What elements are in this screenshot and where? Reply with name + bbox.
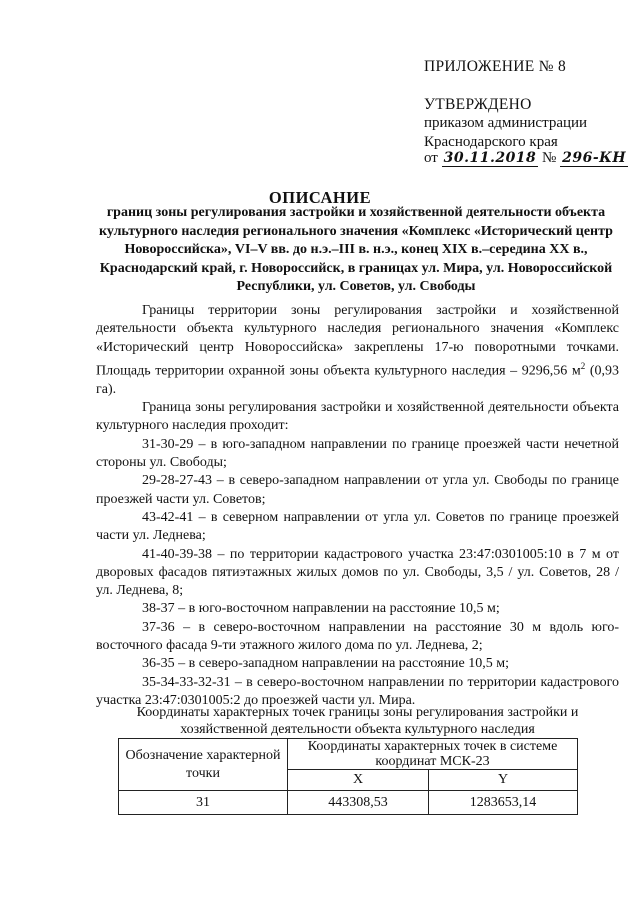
x-column-header: X: [288, 770, 429, 791]
boundary-item: 43-42-41 – в северном направлении от угла ул. Советов по границе проезжей части ул. Леднева;: [96, 509, 619, 544]
approval-block: [424, 95, 587, 152]
area-unit-superscript: 2: [580, 360, 586, 371]
boundary-item: 31-30-29 – в юго-западном направлении по границе проезжей части нечетной стороны ул. Свободы;: [96, 436, 619, 471]
table-caption: Координаты характерных точек границы зоны регулирования застройки и хозяйственной деятельности объекта культурного наследия: [136, 705, 579, 737]
table-header-row: [119, 739, 578, 770]
y-column-header: Y: [429, 770, 578, 791]
coordinates-table: [118, 738, 578, 815]
boundary-item: 35-34-33-32-31 – в северо-восточном направлении по территории кадастрового участка 23:47:0301005:2 до проезжей части ул. Мира.: [96, 674, 619, 708]
point-column-header: Обозначение характерной точки: [119, 739, 288, 791]
table-row: [119, 791, 578, 815]
boundary-item: 29-28-27-43 – в северо-западном направлении от угла ул. Свободы по границе проезжей части ул. Советов;: [96, 473, 619, 507]
document-title: ОПИСАНИЕ: [268, 188, 372, 207]
appendix-label: ПРИЛОЖЕНИЕ № 8: [424, 58, 567, 75]
paragraph-1-text: Границы территории зоны регулирования застройки и хозяйственной деятельности объекта культурного наследия регионального значения «Комплекс «Исторический центр Новороссийска» закреплены 17-ю поворотными точками. Площадь территории охранной зоны объекта культурного наследия – 9296,56 м: [96, 303, 619, 379]
y-cell: 1283653,14: [429, 791, 578, 815]
paragraph-1-tail: (0,93 га).: [96, 363, 619, 397]
document-subtitle: границ зоны регулирования застройки и хозяйственной деятельности объекта культурного наследия регионального значения «Комплекс «Исторический центр Новороссийска», VI–V вв. до н.э.–III в. н.э., конец XIX в.–середина XX в., Краснодарский край, г. Новороссийск, в границах ул. Мира, ул. Новороссийской Республики, ул. Советов, ул. Свободы: [99, 205, 613, 294]
coordinates-header: Координаты характерных точек в системе координат МСК-23: [288, 739, 578, 770]
handwritten-number: 296-КН: [562, 150, 627, 166]
paragraph-2: Граница зоны регулирования застройки и хозяйственной деятельности объекта культурного наследия проходит:: [96, 400, 619, 434]
boundary-item: 41-40-39-38 – по территории кадастрового участка 23:47:0301005:10 в 7 м от дворовых фасадов пятиэтажных жилых домов по ул. Свободы, 3,5 / ул. Советов, 28 / ул. Леднева, 8;: [96, 546, 619, 599]
boundary-item: 36-35 – в северо-западном направлении на расстояние 10,5 м;: [142, 656, 509, 672]
document-body: [96, 302, 619, 710]
handwritten-date: 30.11.2018: [443, 150, 537, 166]
approved-label: УТВЕРЖДЕНО: [424, 96, 532, 113]
date-prefix: от: [424, 150, 438, 166]
paragraph-1: [96, 302, 619, 399]
point-cell: 31: [119, 791, 288, 815]
boundary-item: 37-36 – в северо-восточном направлении на расстояние 30 м вдоль юго-восточного фасада 9-ти этажного жилого дома по ул. Леднева, 2;: [96, 619, 619, 653]
date-number-line: [424, 150, 628, 167]
order-line-2: Краснодарского края: [424, 134, 558, 150]
number-prefix: №: [542, 150, 557, 166]
order-line-1: приказом администрации: [424, 115, 588, 131]
x-cell: 443308,53: [288, 791, 429, 815]
boundary-item: 38-37 – в юго-восточном направлении на расстояние 10,5 м;: [142, 601, 500, 617]
